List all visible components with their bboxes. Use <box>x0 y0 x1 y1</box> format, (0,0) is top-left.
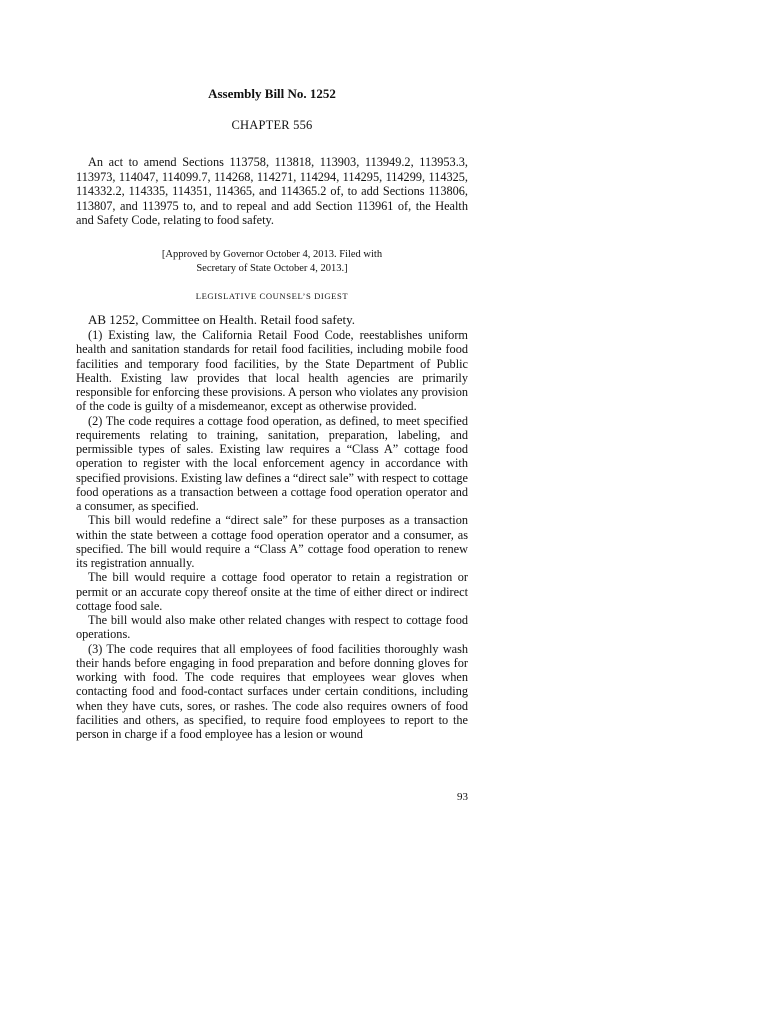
approval-line-1: [Approved by Governor October 4, 2013. Filed with <box>161 249 383 260</box>
digest-paragraph: (3) The code requires that all employees of food facilities thoroughly wash their hands before engaging in food preparation and before donning gloves for working with food. The code requires that employees wear gloves when contacting food and food-contact surfaces under certain conditions, including when they have cuts, sores, or rashes. The code also requires owners of food facilities and others, as specified, to require food employees to report to the person in charge if a food employee has a lesion or wound <box>76 641 468 741</box>
digest-paragraph: (2) The code requires a cottage food operation, as defined, to meet specified requirements relating to training, sanitation, preparation, labeling, and permissible types of sales. Existing law requires a “Class A” cottage food operation to register with the local enforcement agency in accordance with specified provisions. Existing law defines a “direct sale” with respect to cottage food operations as a transaction between a cottage food operation operator and a consumer, as specified. <box>76 413 469 513</box>
act-description: An act to amend Sections 113758, 113818, 113903, 113949.2, 113953.3, 113973, 114047, 114099.7, 114268, 114271, 114294, 114295, 114299, 114325, 114332.2, 114335, 114351, 114365, and 114365.2 of, to add Sections 113806, 113807, and 113975 to, and to repeal and add Section 113961 of, the Health and Safety Code, relating to food safety. <box>76 155 468 228</box>
bill-title: Assembly Bill No. 1252 <box>208 86 336 101</box>
approval-line-2: Secretary of State October 4, 2013.] <box>196 263 348 274</box>
digest-paragraph: The bill would also make other related changes with respect to cottage food operations. <box>76 613 468 642</box>
digest-paragraph: The bill would require a cottage food operator to retain a registration or permit or an accurate copy thereof onsite at the time of either direct or indirect cottage food sale. <box>76 570 468 613</box>
digest-body <box>76 312 468 741</box>
approval-note <box>76 248 468 276</box>
digest-paragraph: (1) Existing law, the California Retail Food Code, reestablishes uniform health and sanitation standards for retail food facilities, including mobile food facilities and temporary food facilities, by the State Department of Public Health. Existing law provides that local health agencies are primarily responsible for enforcing these provisions. A person who violates any provision of the code is guilty of a misdemeanor, except as otherwise provided. <box>76 328 468 414</box>
digest-heading: LEGISLATIVE COUNSEL’S DIGEST <box>195 291 349 301</box>
page-number: 93 <box>457 791 468 803</box>
digest-summary: AB 1252, Committee on Health. Retail food safety. <box>88 312 356 327</box>
digest-paragraph: This bill would redefine a “direct sale” for these purposes as a transaction within the state between a cottage food operation operator and a consumer, as specified. The bill would require a “Class A” cottage food operation to renew its registration annually. <box>76 513 468 570</box>
chapter-heading: CHAPTER 556 <box>231 118 313 132</box>
